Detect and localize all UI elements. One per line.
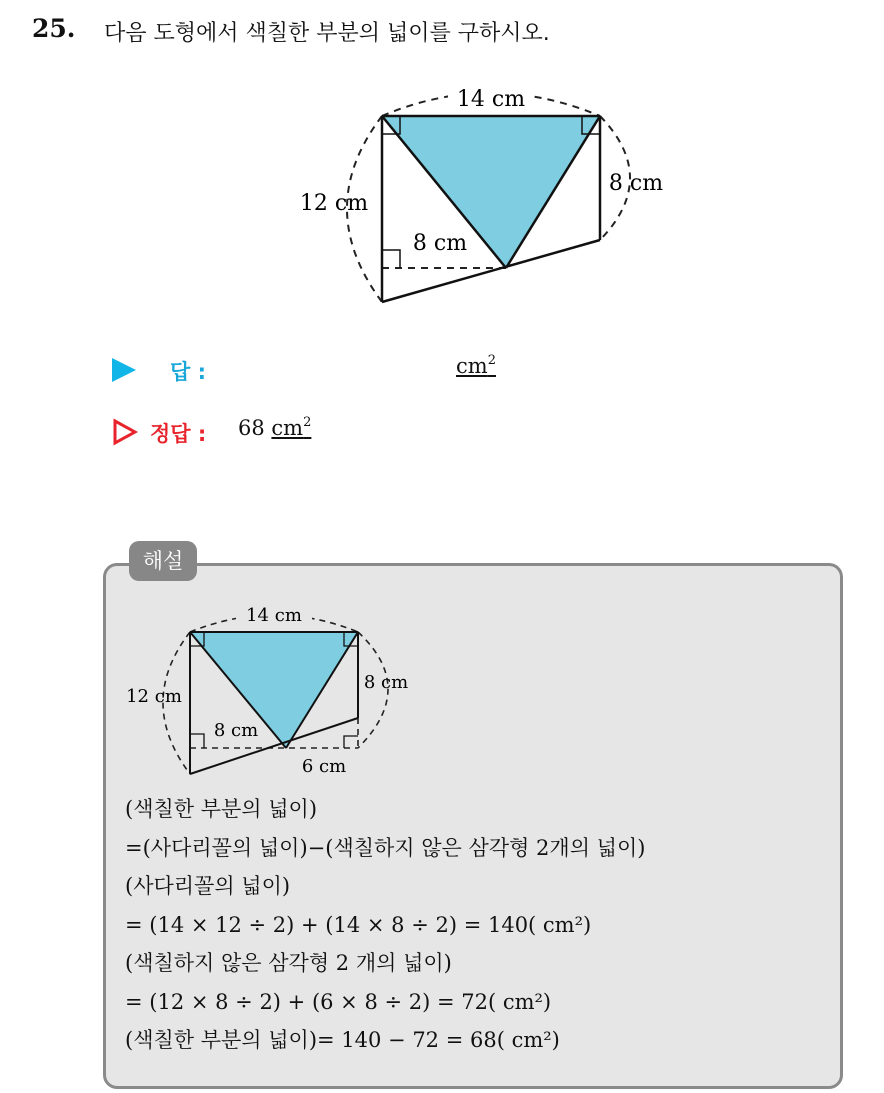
solution-line: (색칠하지 않은 삼각형 2 개의 넓이) xyxy=(125,951,452,975)
solution-line: =(사다리꼴의 넓이)−(색칠하지 않은 삼각형 2개의 넓이) xyxy=(125,835,646,860)
inner-length-label: 8 cm xyxy=(213,720,259,741)
top-length-label: 14 cm xyxy=(246,605,302,626)
play-arrow-icon xyxy=(112,358,136,382)
correct-answer-label: 정답 : xyxy=(150,422,207,446)
outline-arrow-icon xyxy=(112,418,138,446)
question-text: 다음 도형에서 색칠한 부분의 넓이를 구하시오. xyxy=(104,21,550,46)
solution-figure xyxy=(118,598,418,788)
solution-line: (색칠한 부분의 넓이) xyxy=(125,797,318,821)
answer-unit: $cm^2$ xyxy=(456,353,496,378)
top-length-label: 14 cm xyxy=(456,87,526,112)
solution-line: (사다리꼴의 넓이) xyxy=(125,874,291,898)
right-angle-mark xyxy=(382,250,400,268)
correct-answer-value: 68 $cm^2$ xyxy=(238,415,312,440)
left-length-label: 12 cm xyxy=(126,686,182,707)
right-angle-mark xyxy=(190,734,204,748)
solution-text xyxy=(125,790,645,1060)
bottom-length-label: 6 cm xyxy=(301,756,347,777)
right-length-label: 8 cm xyxy=(363,672,409,693)
left-length-label: 12 cm xyxy=(299,191,369,216)
trapezoid-figure xyxy=(290,78,690,318)
solution-line: = (12 × 8 ÷ 2) + (6 × 8 ÷ 2) = 72( cm²) xyxy=(125,989,552,1014)
right-length-label: 8 cm xyxy=(608,171,664,196)
answer-label: 답 : xyxy=(170,360,206,384)
solution-tag: 해설 xyxy=(129,541,197,581)
right-angle-mark xyxy=(344,736,358,748)
correct-answer-row xyxy=(112,414,612,450)
inner-length-label: 8 cm xyxy=(412,231,468,256)
question-number: 25. xyxy=(32,14,76,43)
solution-line: = (14 × 12 ÷ 2) + (14 × 8 ÷ 2) = 140( cm²) xyxy=(125,912,592,937)
solution-line: (색칠한 부분의 넓이)= 140 − 72 = 68( cm²) xyxy=(125,1028,560,1052)
answer-row xyxy=(112,352,612,388)
